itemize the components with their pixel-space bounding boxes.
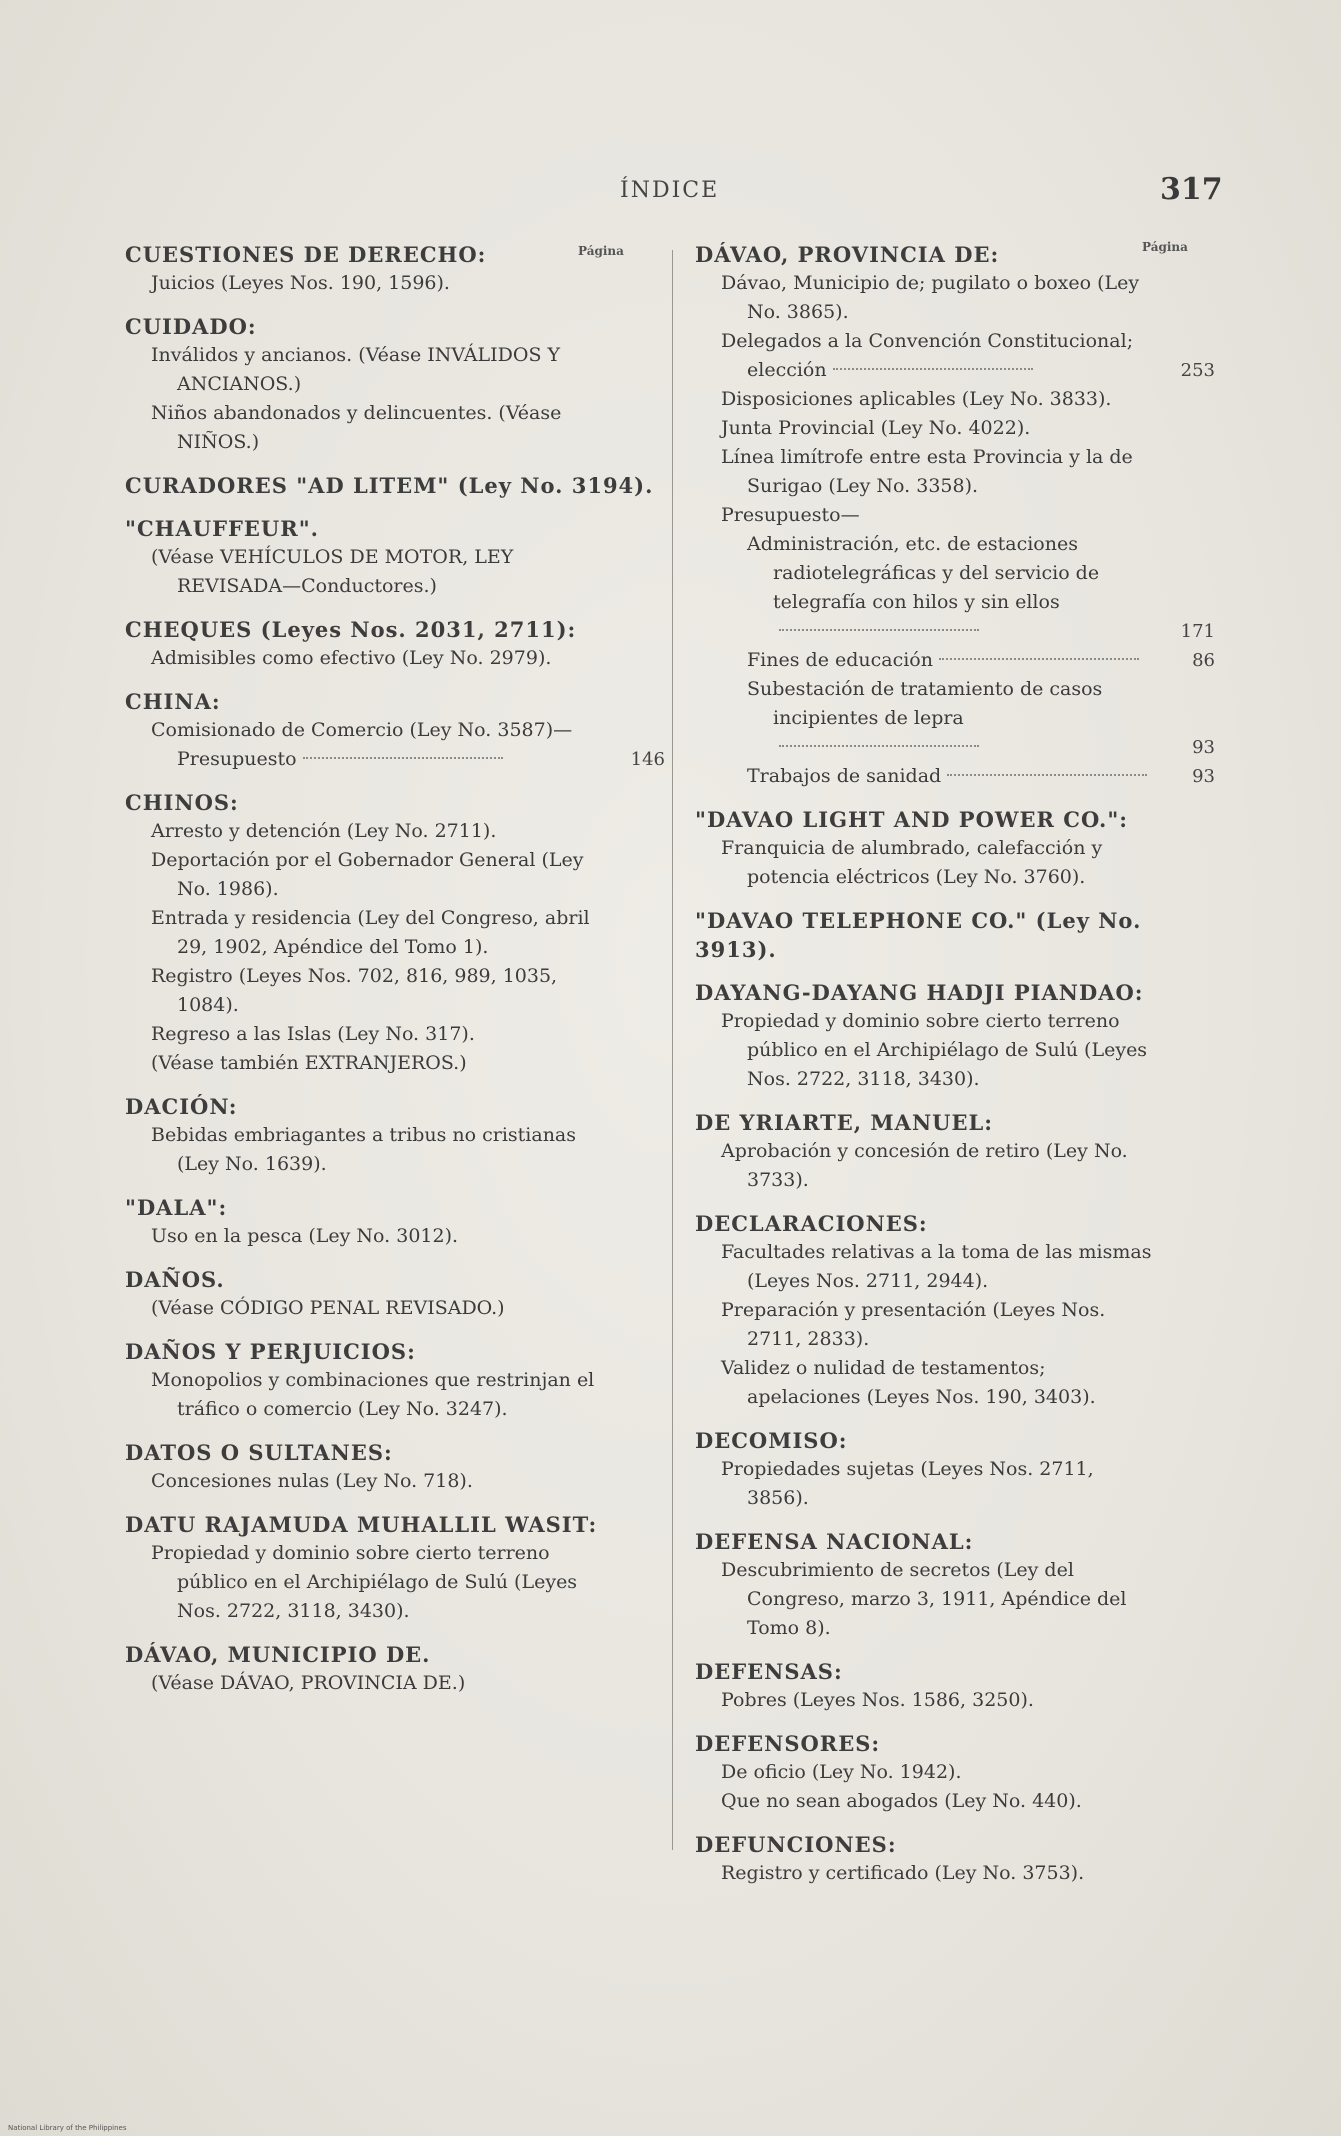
subitem-text: Registro y certificado (Ley No. 3753). <box>721 1862 1085 1884</box>
entry-heading: DEFUNCIONES: <box>695 1832 897 1857</box>
entry-subitem <box>125 543 665 601</box>
entry-heading: DE YRIARTE, MANUEL: <box>695 1110 993 1135</box>
index-entry <box>695 240 1215 791</box>
index-entry <box>695 978 1215 1094</box>
index-entry <box>695 1209 1215 1412</box>
index-entry <box>125 1265 665 1323</box>
subitem-text: Administración, etc. de estaciones radiotelegráficas y del servicio de telegrafía con hilos y sin ellos <box>747 533 1100 613</box>
dot-leader <box>947 774 1147 776</box>
subitem-text: Junta Provincial (Ley No. 4022). <box>721 417 1031 439</box>
page-ref: 146 <box>630 749 665 770</box>
entry-subitem <box>695 762 1215 791</box>
index-entry <box>125 514 665 601</box>
entry-subitem <box>695 1007 1215 1094</box>
entry-heading: DEFENSAS: <box>695 1659 843 1684</box>
subitem-text: Entrada y residencia (Ley del Congreso, abril 29, 1902, Apéndice del Tomo 1). <box>151 907 590 958</box>
subitem-text: Juicios (Leyes Nos. 190, 1596). <box>151 272 450 294</box>
entry-subitem <box>695 1354 1215 1412</box>
entry-subitem <box>695 327 1215 385</box>
right-index-column <box>695 240 1215 1902</box>
entry-subitem <box>695 443 1215 501</box>
entry-subitem <box>695 1787 1215 1816</box>
subitem-text: Trabajos de sanidad <box>747 765 942 787</box>
subitem-text: Deportación por el Gobernador General (Ley No. 1986). <box>151 849 584 900</box>
index-entry <box>125 1193 665 1251</box>
index-entry <box>695 1426 1215 1513</box>
entry-subitem <box>695 385 1215 414</box>
subitem-text: Franquicia de alumbrado, calefacción y potencia eléctricos (Ley No. 3760). <box>721 837 1103 888</box>
entry-subitem <box>695 675 1215 762</box>
entry-subitem <box>125 1294 665 1323</box>
entry-heading: CUIDADO: <box>125 314 257 339</box>
pagina-label-left: Página <box>578 244 624 258</box>
page-ref: 86 <box>1192 650 1215 671</box>
entry-subitem <box>695 501 1215 530</box>
subitem-text: Arresto y detención (Ley No. 2711). <box>151 820 497 842</box>
subitem-text: Preparación y presentación (Leyes Nos. 2711, 2833). <box>721 1299 1106 1350</box>
index-entry <box>125 687 665 774</box>
subitem-text: Concesiones nulas (Ley No. 718). <box>151 1470 473 1492</box>
subitem-text: Facultades relativas a la toma de las mismas (Leyes Nos. 2711, 2944). <box>721 1241 1152 1292</box>
subitem-text: Bebidas embriagantes a tribus no cristianas (Ley No. 1639). <box>151 1124 577 1175</box>
index-entry <box>125 1092 665 1179</box>
entry-subitem <box>695 1296 1215 1354</box>
entry-subitem <box>125 1467 665 1496</box>
entry-subitem <box>125 341 665 399</box>
entry-subitem <box>695 1556 1215 1643</box>
subitem-text: Que no sean abogados (Ley No. 440). <box>721 1790 1082 1812</box>
entry-subitem <box>125 1049 665 1078</box>
entry-heading: DACIÓN: <box>125 1094 238 1119</box>
pagina-label-right: Página <box>1142 240 1188 254</box>
index-entry <box>125 1337 665 1424</box>
subitem-text: Comisionado de Comercio (Ley No. 3587)— <box>151 719 573 741</box>
entry-subitem <box>125 644 665 673</box>
dot-leader <box>303 757 503 759</box>
index-entry <box>695 1830 1215 1888</box>
entry-heading: CHINOS: <box>125 790 239 815</box>
entry-heading: DEFENSA NACIONAL: <box>695 1529 974 1554</box>
subitem-text: Monopolios y combinaciones que restrinjan el tráfico o comercio (Ley No. 3247). <box>151 1369 595 1420</box>
subitem-text: Regreso a las Islas (Ley No. 317). <box>151 1023 475 1045</box>
subitem-text: Propiedades sujetas (Leyes Nos. 2711, 3856). <box>721 1458 1094 1509</box>
entry-heading: DECLARACIONES: <box>695 1211 928 1236</box>
subitem-text: Niños abandonados y delincuentes. (Véase NIÑOS.) <box>151 402 562 453</box>
subitem-text: (Véase CÓDIGO PENAL REVISADO.) <box>151 1297 505 1319</box>
dot-leader <box>939 658 1139 660</box>
dot-leader <box>779 745 979 747</box>
index-entry <box>125 312 665 457</box>
subitem-text: (Véase DÁVAO, PROVINCIA DE.) <box>151 1672 466 1694</box>
entry-subitem <box>695 1455 1215 1513</box>
entry-heading: DAYANG-DAYANG HADJI PIANDAO: <box>695 980 1144 1005</box>
index-entry <box>695 1729 1215 1816</box>
entry-subitem <box>125 1539 665 1626</box>
index-entry <box>125 240 665 298</box>
entry-heading: DAÑOS. <box>125 1267 225 1292</box>
entry-subitem <box>695 414 1215 443</box>
entry-subitem <box>125 904 665 962</box>
page-ref: 93 <box>1192 766 1215 787</box>
entry-subitem <box>695 1758 1215 1787</box>
subitem-text: Subestación de tratamiento de casos incipientes de lepra <box>747 678 1103 729</box>
entry-heading: DEFENSORES: <box>695 1731 881 1756</box>
entry-subitem <box>125 846 665 904</box>
entry-heading: CHINA: <box>125 689 221 714</box>
subitem-text: Inválidos y ancianos. (Véase INVÁLIDOS Y ANCIANOS.) <box>151 344 561 395</box>
subitem-text: Dávao, Municipio de; pugilato o boxeo (Ley No. 3865). <box>721 272 1140 323</box>
index-entry <box>125 615 665 673</box>
entry-subitem <box>125 817 665 846</box>
page-ref: 253 <box>1180 360 1215 381</box>
entry-subitem <box>125 1222 665 1251</box>
left-index-column <box>125 240 665 1712</box>
subitem-text: (Véase VEHÍCULOS DE MOTOR, LEY REVISADA—Conductores.) <box>151 546 514 597</box>
entry-heading: "DAVAO TELEPHONE CO." (Ley No. 3913). <box>695 908 1142 962</box>
index-entry <box>125 788 665 1078</box>
library-footer: National Library of the Philippines <box>8 2124 127 2132</box>
subitem-text: Línea limítrofe entre esta Provincia y la de Surigao (Ley No. 3358). <box>721 446 1133 497</box>
page-number: 317 <box>1160 172 1223 207</box>
subitem-text: De oficio (Ley No. 1942). <box>721 1761 962 1783</box>
entry-subitem <box>125 962 665 1020</box>
index-entry <box>695 805 1215 892</box>
index-entry <box>695 1108 1215 1195</box>
entry-subitem <box>125 1669 665 1698</box>
page-ref: 93 <box>1192 737 1215 758</box>
entry-subitem <box>695 1686 1215 1715</box>
subitem-text: Delegados a la Convención Constitucional; elección <box>721 330 1134 381</box>
entry-subitem <box>125 1020 665 1049</box>
entry-heading: DECOMISO: <box>695 1428 848 1453</box>
subitem-text: Propiedad y dominio sobre cierto terreno público en el Archipiélago de Sulú (Leyes Nos. 2722, 3118, 3430). <box>151 1542 578 1622</box>
entry-heading: DATU RAJAMUDA MUHALLIL WASIT: <box>125 1512 598 1537</box>
entry-subitem <box>125 1366 665 1424</box>
subitem-text: Presupuesto— <box>721 504 860 526</box>
subitem-text: Pobres (Leyes Nos. 1586, 3250). <box>721 1689 1034 1711</box>
index-entry <box>695 1657 1215 1715</box>
entry-heading: "DAVAO LIGHT AND POWER CO.": <box>695 807 1129 832</box>
entry-subitem <box>695 269 1215 327</box>
entry-heading: CUESTIONES DE DERECHO: <box>125 242 487 267</box>
index-entry <box>125 471 665 500</box>
entry-subitem <box>125 745 665 774</box>
index-entry <box>695 1527 1215 1643</box>
subitem-text: Admisibles como efectivo (Ley No. 2979). <box>151 647 552 669</box>
subitem-text: Validez o nulidad de testamentos; apelaciones (Leyes Nos. 190, 3403). <box>721 1357 1096 1408</box>
dot-leader <box>833 368 1033 370</box>
subitem-text: Presupuesto <box>177 748 297 770</box>
index-entry <box>695 906 1215 964</box>
entry-subitem <box>695 1238 1215 1296</box>
index-entry <box>125 1510 665 1626</box>
subitem-text: Propiedad y dominio sobre cierto terreno público en el Archipiélago de Sulú (Leyes Nos. 2722, 3118, 3430). <box>721 1010 1148 1090</box>
entry-subitem <box>125 716 665 745</box>
entry-subitem <box>695 834 1215 892</box>
entry-subitem <box>125 1121 665 1179</box>
index-entry <box>125 1640 665 1698</box>
entry-heading: CHEQUES (Leyes Nos. 2031, 2711): <box>125 617 577 642</box>
entry-heading: DÁVAO, MUNICIPIO DE. <box>125 1642 431 1667</box>
entry-heading: DÁVAO, PROVINCIA DE: <box>695 242 1000 267</box>
subitem-text: Disposiciones aplicables (Ley No. 3833). <box>721 388 1112 410</box>
entry-subitem <box>125 269 665 298</box>
subitem-text: Registro (Leyes Nos. 702, 816, 989, 1035, 1084). <box>151 965 558 1016</box>
page-ref: 171 <box>1180 621 1215 642</box>
entry-heading: "DALA": <box>125 1195 228 1220</box>
entry-heading: DATOS O SULTANES: <box>125 1440 393 1465</box>
subitem-text: (Véase también EXTRANJEROS.) <box>151 1052 467 1074</box>
entry-subitem <box>695 1137 1215 1195</box>
entry-subitem <box>125 399 665 457</box>
running-head: ÍNDICE <box>620 178 720 203</box>
entry-heading: DAÑOS Y PERJUICIOS: <box>125 1339 416 1364</box>
entry-heading: CURADORES "AD LITEM" (Ley No. 3194). <box>125 473 654 498</box>
entry-heading: "CHAUFFEUR". <box>125 516 319 541</box>
entry-subitem <box>695 1859 1215 1888</box>
subitem-text: Fines de educación <box>747 649 933 671</box>
entry-subitem <box>695 530 1215 646</box>
subitem-text: Aprobación y concesión de retiro (Ley No. 3733). <box>721 1140 1128 1191</box>
dot-leader <box>779 629 979 631</box>
entry-subitem <box>695 646 1215 675</box>
column-divider <box>672 250 673 1850</box>
subitem-text: Descubrimiento de secretos (Ley del Congreso, marzo 3, 1911, Apéndice del Tomo 8). <box>721 1559 1127 1639</box>
index-entry <box>125 1438 665 1496</box>
subitem-text: Uso en la pesca (Ley No. 3012). <box>151 1225 459 1247</box>
